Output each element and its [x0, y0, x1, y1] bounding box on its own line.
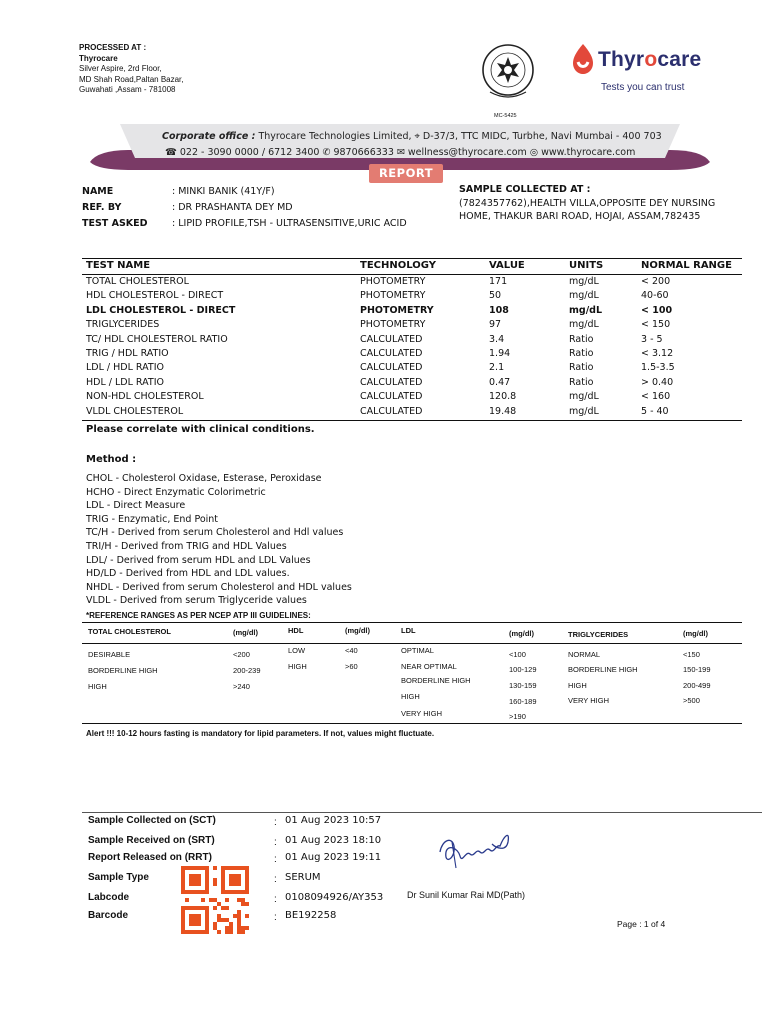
accreditation-seal-icon	[478, 40, 538, 115]
brand-name: Thyrocare	[598, 48, 702, 71]
sample-field-colon: :	[274, 874, 277, 885]
sample-field-label: Sample Received on (SRT)	[88, 835, 215, 846]
table-row	[0, 276, 768, 290]
units-cell: mg/dL	[569, 276, 599, 287]
technology-cell: PHOTOMETRY	[360, 290, 426, 302]
value-cell: 120.8	[489, 391, 517, 403]
ref-cell: <200	[233, 650, 250, 659]
test-asked-label: TEST ASKED	[82, 218, 148, 229]
value-cell: 2.1	[489, 362, 505, 374]
units-cell: mg/dL	[569, 304, 603, 316]
technology-cell: CALCULATED	[360, 405, 423, 417]
test-name-cell: LDL / HDL RATIO	[86, 362, 164, 374]
sample-field-label: Report Released on (RRT)	[88, 852, 212, 863]
value-cell: 3.4	[489, 333, 505, 345]
table-row	[0, 362, 768, 376]
contact-line: ☎ 022 - 3090 0000 / 6712 3400 ✆ 9870666333 ✉ wellness@thyrocare.com ◎ www.thyrocare.com	[165, 147, 636, 158]
sample-collected-at-label: SAMPLE COLLECTED AT :	[459, 184, 591, 195]
test-asked-value: : LIPID PROFILE,TSH - ULTRASENSITIVE,URIC ACID	[172, 218, 407, 229]
sample-field-label: Labcode	[88, 892, 130, 903]
method-line: LDL - Direct Measure	[86, 500, 186, 512]
technology-cell: PHOTOMETRY	[360, 276, 426, 287]
footer-rule	[82, 812, 762, 813]
units-cell: mg/dL	[569, 290, 599, 302]
normal-range-cell: 1.5-3.5	[641, 362, 675, 374]
ref-cell: >500	[683, 696, 700, 705]
ref-cell: HIGH	[288, 662, 307, 671]
ref-cell: HIGH	[401, 692, 420, 701]
technology-cell: PHOTOMETRY	[360, 319, 426, 331]
doctor-signature	[430, 822, 530, 882]
units-cell: mg/dL	[569, 391, 599, 403]
reference-bottom-rule	[82, 723, 742, 724]
method-line: NHDL - Derived from serum Cholesterol and HDL values	[86, 581, 352, 593]
units-cell: mg/dL	[569, 405, 599, 417]
ref-header-total-cholesterol: TOTAL CHOLESTEROL	[88, 627, 171, 636]
technology-cell: PHOTOMETRY	[360, 304, 434, 316]
seal-code: MC-5425	[494, 113, 517, 119]
table-row	[0, 305, 768, 319]
test-name-cell: TRIG / HDL RATIO	[86, 348, 169, 359]
ref-cell: VERY HIGH	[401, 709, 442, 718]
units-cell: Ratio	[569, 376, 594, 388]
normal-range-cell: 3 - 5	[641, 333, 663, 345]
sample-field-colon: :	[274, 837, 277, 848]
technology-cell: CALCULATED	[360, 333, 423, 345]
ref-cell: NEAR OPTIMAL	[401, 662, 457, 671]
sample-field-label: Sample Type	[88, 872, 149, 883]
table-row	[0, 377, 768, 391]
normal-range-cell: 5 - 40	[641, 405, 669, 417]
table-row	[0, 319, 768, 333]
normal-range-cell: < 100	[641, 304, 673, 316]
technology-cell: CALCULATED	[360, 376, 423, 388]
normal-range-cell: > 0.40	[641, 376, 674, 388]
ref-cell: >240	[233, 682, 250, 691]
normal-range-cell: 40-60	[641, 290, 669, 302]
sample-field-colon: :	[274, 912, 277, 923]
test-name-cell: VLDL CHOLESTEROL	[86, 405, 184, 417]
qr-code-icon	[181, 866, 249, 938]
test-name-cell: HDL / LDL RATIO	[86, 376, 164, 388]
test-name-cell: TOTAL CHOLESTEROL	[86, 276, 189, 287]
table-bottom-rule	[82, 420, 742, 421]
test-name-cell: LDL CHOLESTEROL - DIRECT	[86, 304, 236, 316]
ref-cell: OPTIMAL	[401, 646, 434, 655]
col-header-units: UNITS	[569, 260, 604, 271]
ref-by-value: : DR PRASHANTA DEY MD	[172, 202, 293, 213]
technology-cell: CALCULATED	[360, 348, 423, 359]
sample-field-value: 01 Aug 2023 10:57	[285, 815, 382, 826]
test-name-cell: HDL CHOLESTEROL - DIRECT	[86, 290, 224, 302]
reference-title: *REFERENCE RANGES AS PER NCEP ATP III GUIDELINES:	[86, 611, 311, 620]
table-row	[0, 348, 768, 362]
ref-cell: 200-499	[683, 681, 711, 690]
technology-cell: CALCULATED	[360, 362, 423, 374]
doctor-name: Dr Sunil Kumar Rai MD(Path)	[407, 890, 526, 900]
normal-range-cell: < 160	[641, 391, 671, 403]
ref-cell: >190	[509, 712, 526, 721]
method-line: HD/LD - Derived from HDL and LDL values.	[86, 568, 290, 580]
units-cell: mg/dL	[569, 319, 599, 331]
value-cell: 97	[489, 319, 502, 331]
sample-field-value: 0108094926/AY353	[285, 892, 384, 903]
ref-header-hdl: HDL	[288, 626, 304, 635]
units-cell: Ratio	[569, 333, 594, 345]
sample-field-value: 01 Aug 2023 18:10	[285, 835, 382, 846]
ref-cell: <100	[509, 650, 526, 659]
sample-field-colon: :	[274, 817, 277, 828]
ref-cell: 100-129	[509, 665, 537, 674]
sample-collected-at-line: HOME, THAKUR BARI ROAD, HOJAI, ASSAM,782435	[459, 211, 701, 222]
ref-unit-ldl: (mg/dl)	[509, 629, 534, 638]
ref-cell: DESIRABLE	[88, 650, 131, 659]
thyrocare-logo-icon	[570, 42, 596, 76]
method-line: LDL/ - Derived from serum HDL and LDL Values	[86, 554, 311, 566]
method-line: TC/H - Derived from serum Cholesterol and Hdl values	[86, 527, 344, 539]
sample-field-label: Barcode	[88, 910, 129, 921]
method-line: CHOL - Cholesterol Oxidase, Esterase, Peroxidase	[86, 473, 322, 484]
sample-field-colon: :	[274, 854, 277, 865]
sample-field-value: SERUM	[285, 872, 321, 883]
processed-at-block	[79, 43, 184, 96]
units-cell: Ratio	[569, 348, 594, 359]
table-row	[0, 290, 768, 304]
value-cell: 171	[489, 276, 508, 287]
correlate-note: Please correlate with clinical conditions.	[86, 424, 315, 435]
ref-cell: BORDERLINE HIGH	[568, 665, 638, 674]
method-line: TRIG - Enzymatic, End Point	[86, 513, 219, 525]
col-header-normal-range: NORMAL RANGE	[641, 260, 732, 271]
ref-cell: <40	[345, 646, 358, 655]
ref-cell: LOW	[288, 646, 306, 655]
ref-unit-tg: (mg/dl)	[683, 629, 708, 638]
ref-cell: VERY HIGH	[568, 696, 609, 705]
ref-cell: >60	[345, 662, 358, 671]
test-name-cell: NON-HDL CHOLESTEROL	[86, 391, 204, 403]
address-line: Guwahati ,Assam - 781008	[79, 85, 176, 94]
ref-cell: 200-239	[233, 666, 261, 675]
test-name-cell: TRIGLYCERIDES	[86, 319, 160, 331]
brand-tagline: Tests you can trust	[601, 82, 685, 93]
ref-cell: 160-189	[509, 697, 537, 706]
ref-cell: BORDERLINE HIGH	[88, 666, 158, 675]
table-row	[0, 406, 768, 420]
table-row	[0, 391, 768, 405]
sample-field-label: Sample Collected on (SCT)	[88, 815, 216, 826]
sample-field-value: 01 Aug 2023 19:11	[285, 852, 382, 863]
method-line: HCHO - Direct Enzymatic Colorimetric	[86, 486, 266, 498]
ref-cell: HIGH	[568, 681, 587, 690]
page-number: Page : 1 of 4	[617, 919, 666, 929]
ref-unit-hdl: (mg/dl)	[345, 626, 370, 635]
ref-unit-tc: (mg/dl)	[233, 628, 258, 637]
sample-collected-at-line: (7824357762),HEALTH VILLA,OPPOSITE DEY NURSING	[459, 198, 716, 209]
table-row	[0, 334, 768, 348]
value-cell: 1.94	[489, 348, 511, 359]
address-line: MD Shah Road,Paltan Bazar,	[79, 74, 184, 84]
col-header-value: VALUE	[489, 260, 525, 271]
processed-label: PROCESSED AT :	[79, 43, 147, 52]
ref-header-ldl: LDL	[401, 626, 416, 635]
method-line: TRI/H - Derived from TRIG and HDL Values	[86, 541, 287, 552]
ref-cell: 150-199	[683, 665, 711, 674]
reference-header-rule	[82, 643, 742, 644]
method-line: VLDL - Derived from serum Triglyceride values	[86, 595, 307, 607]
value-cell: 19.48	[489, 405, 517, 417]
ref-cell: 130-159	[509, 681, 537, 690]
corporate-office-line: Corporate office : Thyrocare Technologies Limited, ⌖ D-37/3, TTC MIDC, Turbhe, Navi Mumbai - 400 703	[162, 131, 662, 142]
report-tag: REPORT	[369, 164, 443, 183]
table-header-rule	[82, 274, 742, 275]
value-cell: 108	[489, 304, 509, 316]
sample-field-colon: :	[274, 894, 277, 905]
ref-cell: <150	[683, 650, 700, 659]
normal-range-cell: < 3.12	[641, 348, 674, 359]
normal-range-cell: < 200	[641, 276, 671, 287]
processed-lab-name: Thyrocare	[79, 53, 118, 63]
col-header-technology: TECHNOLOGY	[360, 260, 436, 271]
name-label: NAME	[82, 186, 114, 197]
ref-cell: HIGH	[88, 682, 107, 691]
ref-cell: NORMAL	[568, 650, 601, 659]
address-line: Silver Aspire, 2rd Floor,	[79, 64, 162, 73]
value-cell: 50	[489, 290, 502, 302]
col-header-test-name: TEST NAME	[86, 260, 151, 271]
sample-field-value: BE192258	[285, 910, 337, 921]
value-cell: 0.47	[489, 376, 511, 388]
fasting-alert: Alert !!! 10-12 hours fasting is mandatory for lipid parameters. If not, values might fluctuate.	[86, 729, 435, 738]
name-value: : MINKI BANIK (41Y/F)	[172, 186, 275, 197]
sample-collected-at-value	[459, 197, 749, 223]
test-name-cell: TC/ HDL CHOLESTEROL RATIO	[86, 333, 228, 345]
table-top-rule	[82, 258, 742, 259]
reference-top-rule	[82, 622, 742, 623]
technology-cell: CALCULATED	[360, 391, 423, 403]
ref-cell: BORDERLINE HIGH	[401, 676, 471, 685]
ref-header-triglycerides: TRIGLYCERIDES	[568, 630, 629, 639]
normal-range-cell: < 150	[641, 319, 671, 331]
method-title: Method :	[86, 454, 137, 465]
ref-by-label: REF. BY	[82, 202, 122, 213]
units-cell: Ratio	[569, 362, 594, 374]
